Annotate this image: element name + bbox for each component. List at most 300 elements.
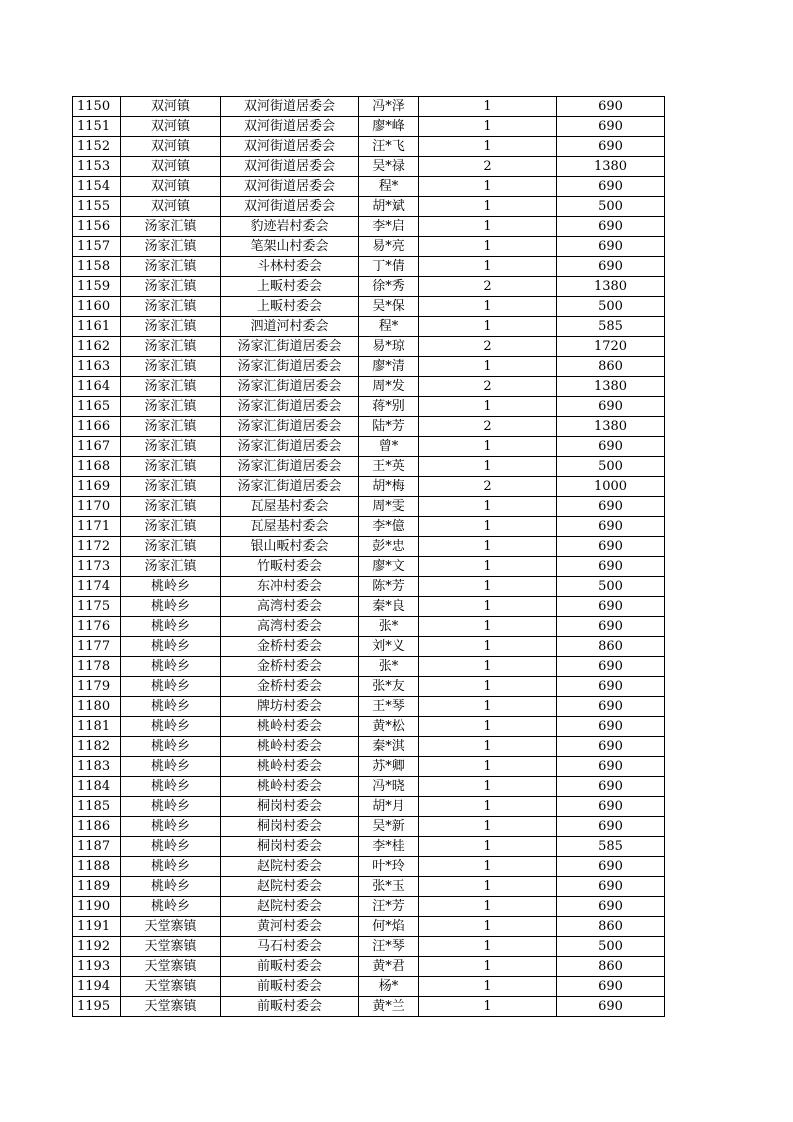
- cell-count: 1: [419, 897, 557, 917]
- cell-village-committee: 银山畈村委会: [221, 537, 359, 557]
- cell-village-committee: 赵院村委会: [221, 897, 359, 917]
- cell-name: 徐*秀: [359, 277, 419, 297]
- table-row: [73, 837, 665, 857]
- cell-serial-no: 1193: [73, 957, 121, 977]
- cell-serial-no: 1168: [73, 457, 121, 477]
- cell-count: 1: [419, 517, 557, 537]
- cell-serial-no: 1161: [73, 317, 121, 337]
- cell-village-committee: 桐岗村委会: [221, 837, 359, 857]
- cell-count: 1: [419, 857, 557, 877]
- table-row: [73, 717, 665, 737]
- cell-township: 汤家汇镇: [121, 297, 221, 317]
- cell-township: 汤家汇镇: [121, 477, 221, 497]
- cell-township: 桃岭乡: [121, 857, 221, 877]
- table-row: [73, 557, 665, 577]
- cell-township: 双河镇: [121, 197, 221, 217]
- cell-township: 汤家汇镇: [121, 537, 221, 557]
- cell-village-committee: 赵院村委会: [221, 877, 359, 897]
- cell-count: 1: [419, 957, 557, 977]
- cell-count: 1: [419, 657, 557, 677]
- table-row: [73, 417, 665, 437]
- cell-serial-no: 1174: [73, 577, 121, 597]
- table-row: [73, 897, 665, 917]
- cell-township: 汤家汇镇: [121, 457, 221, 477]
- cell-township: 桃岭乡: [121, 737, 221, 757]
- table-row: [73, 737, 665, 757]
- cell-township: 桃岭乡: [121, 837, 221, 857]
- cell-serial-no: 1191: [73, 917, 121, 937]
- cell-village-committee: 汤家汇街道居委会: [221, 477, 359, 497]
- cell-name: 廖*文: [359, 557, 419, 577]
- table-row: [73, 257, 665, 277]
- cell-village-committee: 双河街道居委会: [221, 117, 359, 137]
- cell-count: 1: [419, 797, 557, 817]
- cell-serial-no: 1184: [73, 777, 121, 797]
- cell-township: 桃岭乡: [121, 757, 221, 777]
- cell-village-committee: 汤家汇街道居委会: [221, 377, 359, 397]
- cell-name: 吴*禄: [359, 157, 419, 177]
- cell-count: 1: [419, 617, 557, 637]
- table-row: [73, 917, 665, 937]
- cell-serial-no: 1172: [73, 537, 121, 557]
- cell-count: 1: [419, 177, 557, 197]
- table-row: [73, 977, 665, 997]
- cell-village-committee: 汤家汇街道居委会: [221, 337, 359, 357]
- table-row: [73, 477, 665, 497]
- table-row: [73, 377, 665, 397]
- table-row: [73, 397, 665, 417]
- cell-count: 1: [419, 717, 557, 737]
- cell-amount: 690: [557, 537, 665, 557]
- cell-serial-no: 1183: [73, 757, 121, 777]
- data-table: [72, 96, 665, 1017]
- cell-count: 1: [419, 597, 557, 617]
- cell-count: 1: [419, 917, 557, 937]
- cell-count: 2: [419, 337, 557, 357]
- cell-name: 胡*月: [359, 797, 419, 817]
- cell-amount: 690: [557, 597, 665, 617]
- cell-name: 叶*玲: [359, 857, 419, 877]
- cell-count: 1: [419, 117, 557, 137]
- cell-township: 桃岭乡: [121, 797, 221, 817]
- cell-serial-no: 1164: [73, 377, 121, 397]
- cell-township: 桃岭乡: [121, 777, 221, 797]
- cell-name: 何*焰: [359, 917, 419, 937]
- table-row: [73, 697, 665, 717]
- table-row: [73, 637, 665, 657]
- cell-serial-no: 1185: [73, 797, 121, 817]
- table-body: [73, 97, 665, 1017]
- cell-name: 李*桂: [359, 837, 419, 857]
- cell-township: 汤家汇镇: [121, 337, 221, 357]
- cell-amount: 690: [557, 557, 665, 577]
- cell-serial-no: 1169: [73, 477, 121, 497]
- cell-amount: 1720: [557, 337, 665, 357]
- cell-name: 易*亮: [359, 237, 419, 257]
- cell-amount: 690: [557, 397, 665, 417]
- cell-count: 1: [419, 837, 557, 857]
- cell-township: 汤家汇镇: [121, 497, 221, 517]
- cell-name: 汪*琴: [359, 937, 419, 957]
- cell-village-committee: 赵院村委会: [221, 857, 359, 877]
- cell-village-committee: 双河街道居委会: [221, 97, 359, 117]
- cell-amount: 690: [557, 897, 665, 917]
- table-row: [73, 137, 665, 157]
- cell-amount: 690: [557, 237, 665, 257]
- cell-village-committee: 双河街道居委会: [221, 157, 359, 177]
- cell-village-committee: 豹迹岩村委会: [221, 217, 359, 237]
- cell-name: 秦*良: [359, 597, 419, 617]
- cell-serial-no: 1152: [73, 137, 121, 157]
- cell-name: 丁*倩: [359, 257, 419, 277]
- cell-name: 陆*芳: [359, 417, 419, 437]
- cell-amount: 690: [557, 217, 665, 237]
- cell-serial-no: 1192: [73, 937, 121, 957]
- cell-name: 曾*: [359, 437, 419, 457]
- table-row: [73, 757, 665, 777]
- cell-serial-no: 1195: [73, 997, 121, 1017]
- cell-village-committee: 黄河村委会: [221, 917, 359, 937]
- cell-name: 李*启: [359, 217, 419, 237]
- cell-count: 1: [419, 557, 557, 577]
- cell-village-committee: 高湾村委会: [221, 617, 359, 637]
- cell-amount: 690: [557, 437, 665, 457]
- cell-serial-no: 1154: [73, 177, 121, 197]
- cell-count: 1: [419, 737, 557, 757]
- cell-township: 桃岭乡: [121, 597, 221, 617]
- cell-amount: 690: [557, 977, 665, 997]
- cell-village-committee: 桃岭村委会: [221, 737, 359, 757]
- cell-amount: 690: [557, 737, 665, 757]
- cell-serial-no: 1177: [73, 637, 121, 657]
- cell-name: 周*雯: [359, 497, 419, 517]
- table-row: [73, 577, 665, 597]
- table-row: [73, 357, 665, 377]
- cell-village-committee: 斗林村委会: [221, 257, 359, 277]
- cell-township: 桃岭乡: [121, 657, 221, 677]
- cell-count: 1: [419, 297, 557, 317]
- cell-amount: 1380: [557, 157, 665, 177]
- cell-count: 1: [419, 457, 557, 477]
- cell-village-committee: 笔架山村委会: [221, 237, 359, 257]
- table-row: [73, 217, 665, 237]
- cell-count: 1: [419, 877, 557, 897]
- cell-amount: 690: [557, 757, 665, 777]
- cell-village-committee: 金桥村委会: [221, 637, 359, 657]
- cell-count: 2: [419, 477, 557, 497]
- cell-count: 1: [419, 537, 557, 557]
- cell-name: 秦*淇: [359, 737, 419, 757]
- cell-village-committee: 前畈村委会: [221, 977, 359, 997]
- table-row: [73, 277, 665, 297]
- cell-amount: 690: [557, 497, 665, 517]
- cell-serial-no: 1178: [73, 657, 121, 677]
- cell-name: 黄*兰: [359, 997, 419, 1017]
- cell-township: 汤家汇镇: [121, 557, 221, 577]
- cell-amount: 690: [557, 617, 665, 637]
- cell-name: 程*: [359, 177, 419, 197]
- cell-serial-no: 1159: [73, 277, 121, 297]
- cell-count: 1: [419, 437, 557, 457]
- cell-serial-no: 1188: [73, 857, 121, 877]
- cell-township: 汤家汇镇: [121, 397, 221, 417]
- table-row: [73, 617, 665, 637]
- cell-township: 汤家汇镇: [121, 217, 221, 237]
- table-row: [73, 877, 665, 897]
- cell-village-committee: 汤家汇街道居委会: [221, 397, 359, 417]
- table-row: [73, 677, 665, 697]
- cell-amount: 860: [557, 957, 665, 977]
- cell-serial-no: 1150: [73, 97, 121, 117]
- cell-serial-no: 1189: [73, 877, 121, 897]
- cell-name: 吴*新: [359, 817, 419, 837]
- cell-amount: 860: [557, 917, 665, 937]
- cell-amount: 585: [557, 317, 665, 337]
- cell-amount: 500: [557, 937, 665, 957]
- cell-name: 冯*晓: [359, 777, 419, 797]
- cell-village-committee: 桐岗村委会: [221, 797, 359, 817]
- cell-count: 1: [419, 817, 557, 837]
- table-row: [73, 437, 665, 457]
- cell-amount: 585: [557, 837, 665, 857]
- cell-township: 桃岭乡: [121, 617, 221, 637]
- cell-township: 桃岭乡: [121, 697, 221, 717]
- table-row: [73, 997, 665, 1017]
- table-row: [73, 597, 665, 617]
- cell-amount: 690: [557, 117, 665, 137]
- cell-name: 黄*君: [359, 957, 419, 977]
- cell-name: 冯*泽: [359, 97, 419, 117]
- cell-amount: 690: [557, 817, 665, 837]
- cell-village-committee: 竹畈村委会: [221, 557, 359, 577]
- cell-count: 1: [419, 497, 557, 517]
- cell-township: 双河镇: [121, 157, 221, 177]
- cell-count: 2: [419, 377, 557, 397]
- cell-amount: 860: [557, 637, 665, 657]
- cell-village-committee: 牌坊村委会: [221, 697, 359, 717]
- cell-village-committee: 汤家汇街道居委会: [221, 437, 359, 457]
- table-row: [73, 497, 665, 517]
- cell-village-committee: 高湾村委会: [221, 597, 359, 617]
- cell-township: 汤家汇镇: [121, 257, 221, 277]
- table-row: [73, 657, 665, 677]
- cell-serial-no: 1180: [73, 697, 121, 717]
- cell-township: 双河镇: [121, 177, 221, 197]
- cell-township: 天堂寨镇: [121, 937, 221, 957]
- cell-township: 汤家汇镇: [121, 517, 221, 537]
- table-row: [73, 937, 665, 957]
- cell-count: 1: [419, 357, 557, 377]
- cell-township: 桃岭乡: [121, 817, 221, 837]
- cell-name: 张*: [359, 617, 419, 637]
- cell-name: 王*英: [359, 457, 419, 477]
- table-row: [73, 817, 665, 837]
- cell-amount: 690: [557, 857, 665, 877]
- cell-amount: 690: [557, 877, 665, 897]
- cell-serial-no: 1165: [73, 397, 121, 417]
- cell-serial-no: 1162: [73, 337, 121, 357]
- cell-township: 桃岭乡: [121, 577, 221, 597]
- cell-township: 桃岭乡: [121, 897, 221, 917]
- cell-township: 双河镇: [121, 117, 221, 137]
- cell-serial-no: 1173: [73, 557, 121, 577]
- cell-amount: 690: [557, 657, 665, 677]
- cell-count: 1: [419, 677, 557, 697]
- table-row: [73, 317, 665, 337]
- cell-serial-no: 1176: [73, 617, 121, 637]
- cell-serial-no: 1194: [73, 977, 121, 997]
- cell-amount: 690: [557, 137, 665, 157]
- cell-township: 汤家汇镇: [121, 437, 221, 457]
- cell-amount: 690: [557, 97, 665, 117]
- cell-name: 廖*峰: [359, 117, 419, 137]
- cell-amount: 690: [557, 797, 665, 817]
- cell-name: 易*琼: [359, 337, 419, 357]
- cell-serial-no: 1166: [73, 417, 121, 437]
- table-row: [73, 237, 665, 257]
- cell-amount: 690: [557, 257, 665, 277]
- cell-name: 苏*卿: [359, 757, 419, 777]
- cell-name: 杨*: [359, 977, 419, 997]
- cell-count: 1: [419, 577, 557, 597]
- cell-serial-no: 1155: [73, 197, 121, 217]
- table-row: [73, 197, 665, 217]
- cell-name: 李*億: [359, 517, 419, 537]
- table-row: [73, 157, 665, 177]
- cell-township: 桃岭乡: [121, 717, 221, 737]
- cell-serial-no: 1167: [73, 437, 121, 457]
- cell-village-committee: 泗道河村委会: [221, 317, 359, 337]
- cell-serial-no: 1170: [73, 497, 121, 517]
- cell-name: 吴*保: [359, 297, 419, 317]
- cell-township: 天堂寨镇: [121, 957, 221, 977]
- cell-serial-no: 1151: [73, 117, 121, 137]
- cell-amount: 690: [557, 777, 665, 797]
- cell-name: 张*: [359, 657, 419, 677]
- cell-village-committee: 桃岭村委会: [221, 717, 359, 737]
- table-row: [73, 957, 665, 977]
- cell-amount: 690: [557, 177, 665, 197]
- cell-serial-no: 1153: [73, 157, 121, 177]
- cell-name: 汪*芳: [359, 897, 419, 917]
- cell-township: 天堂寨镇: [121, 977, 221, 997]
- cell-township: 天堂寨镇: [121, 917, 221, 937]
- cell-count: 1: [419, 317, 557, 337]
- cell-village-committee: 上畈村委会: [221, 297, 359, 317]
- table-row: [73, 117, 665, 137]
- cell-serial-no: 1175: [73, 597, 121, 617]
- cell-serial-no: 1163: [73, 357, 121, 377]
- cell-serial-no: 1190: [73, 897, 121, 917]
- cell-village-committee: 桃岭村委会: [221, 757, 359, 777]
- cell-count: 1: [419, 937, 557, 957]
- cell-name: 彭*忠: [359, 537, 419, 557]
- cell-village-committee: 汤家汇街道居委会: [221, 457, 359, 477]
- cell-count: 1: [419, 137, 557, 157]
- cell-village-committee: 双河街道居委会: [221, 137, 359, 157]
- table-row: [73, 857, 665, 877]
- cell-amount: 500: [557, 197, 665, 217]
- cell-amount: 500: [557, 297, 665, 317]
- cell-amount: 860: [557, 357, 665, 377]
- cell-serial-no: 1186: [73, 817, 121, 837]
- cell-amount: 690: [557, 677, 665, 697]
- cell-village-committee: 金桥村委会: [221, 657, 359, 677]
- cell-count: 1: [419, 197, 557, 217]
- cell-amount: 690: [557, 697, 665, 717]
- cell-name: 程*: [359, 317, 419, 337]
- cell-count: 2: [419, 417, 557, 437]
- cell-count: 1: [419, 97, 557, 117]
- cell-count: 1: [419, 997, 557, 1017]
- cell-name: 张*友: [359, 677, 419, 697]
- cell-amount: 500: [557, 457, 665, 477]
- table-row: [73, 537, 665, 557]
- cell-township: 汤家汇镇: [121, 277, 221, 297]
- cell-amount: 1380: [557, 377, 665, 397]
- cell-count: 1: [419, 237, 557, 257]
- cell-village-committee: 瓦屋基村委会: [221, 497, 359, 517]
- cell-serial-no: 1157: [73, 237, 121, 257]
- cell-village-committee: 双河街道居委会: [221, 177, 359, 197]
- cell-serial-no: 1182: [73, 737, 121, 757]
- cell-village-committee: 桃岭村委会: [221, 777, 359, 797]
- cell-count: 1: [419, 977, 557, 997]
- cell-serial-no: 1158: [73, 257, 121, 277]
- table-row: [73, 457, 665, 477]
- cell-amount: 690: [557, 517, 665, 537]
- cell-village-committee: 瓦屋基村委会: [221, 517, 359, 537]
- cell-amount: 690: [557, 717, 665, 737]
- cell-count: 1: [419, 397, 557, 417]
- cell-name: 胡*斌: [359, 197, 419, 217]
- cell-count: 2: [419, 277, 557, 297]
- cell-amount: 690: [557, 997, 665, 1017]
- cell-serial-no: 1181: [73, 717, 121, 737]
- cell-township: 双河镇: [121, 137, 221, 157]
- table-row: [73, 97, 665, 117]
- cell-amount: 1380: [557, 417, 665, 437]
- cell-name: 胡*梅: [359, 477, 419, 497]
- cell-count: 2: [419, 157, 557, 177]
- cell-name: 周*发: [359, 377, 419, 397]
- cell-count: 1: [419, 637, 557, 657]
- cell-name: 王*琴: [359, 697, 419, 717]
- cell-count: 1: [419, 217, 557, 237]
- cell-village-committee: 汤家汇街道居委会: [221, 417, 359, 437]
- cell-township: 双河镇: [121, 97, 221, 117]
- cell-count: 1: [419, 697, 557, 717]
- cell-serial-no: 1171: [73, 517, 121, 537]
- cell-serial-no: 1156: [73, 217, 121, 237]
- table-row: [73, 517, 665, 537]
- table-row: [73, 777, 665, 797]
- cell-serial-no: 1187: [73, 837, 121, 857]
- cell-count: 1: [419, 777, 557, 797]
- cell-village-committee: 金桥村委会: [221, 677, 359, 697]
- cell-village-committee: 前畈村委会: [221, 957, 359, 977]
- cell-township: 汤家汇镇: [121, 377, 221, 397]
- table-row: [73, 797, 665, 817]
- cell-name: 蒋*别: [359, 397, 419, 417]
- cell-township: 桃岭乡: [121, 877, 221, 897]
- cell-village-committee: 马石村委会: [221, 937, 359, 957]
- table-row: [73, 337, 665, 357]
- cell-name: 汪*飞: [359, 137, 419, 157]
- cell-village-committee: 汤家汇街道居委会: [221, 357, 359, 377]
- cell-township: 汤家汇镇: [121, 317, 221, 337]
- cell-village-committee: 前畈村委会: [221, 997, 359, 1017]
